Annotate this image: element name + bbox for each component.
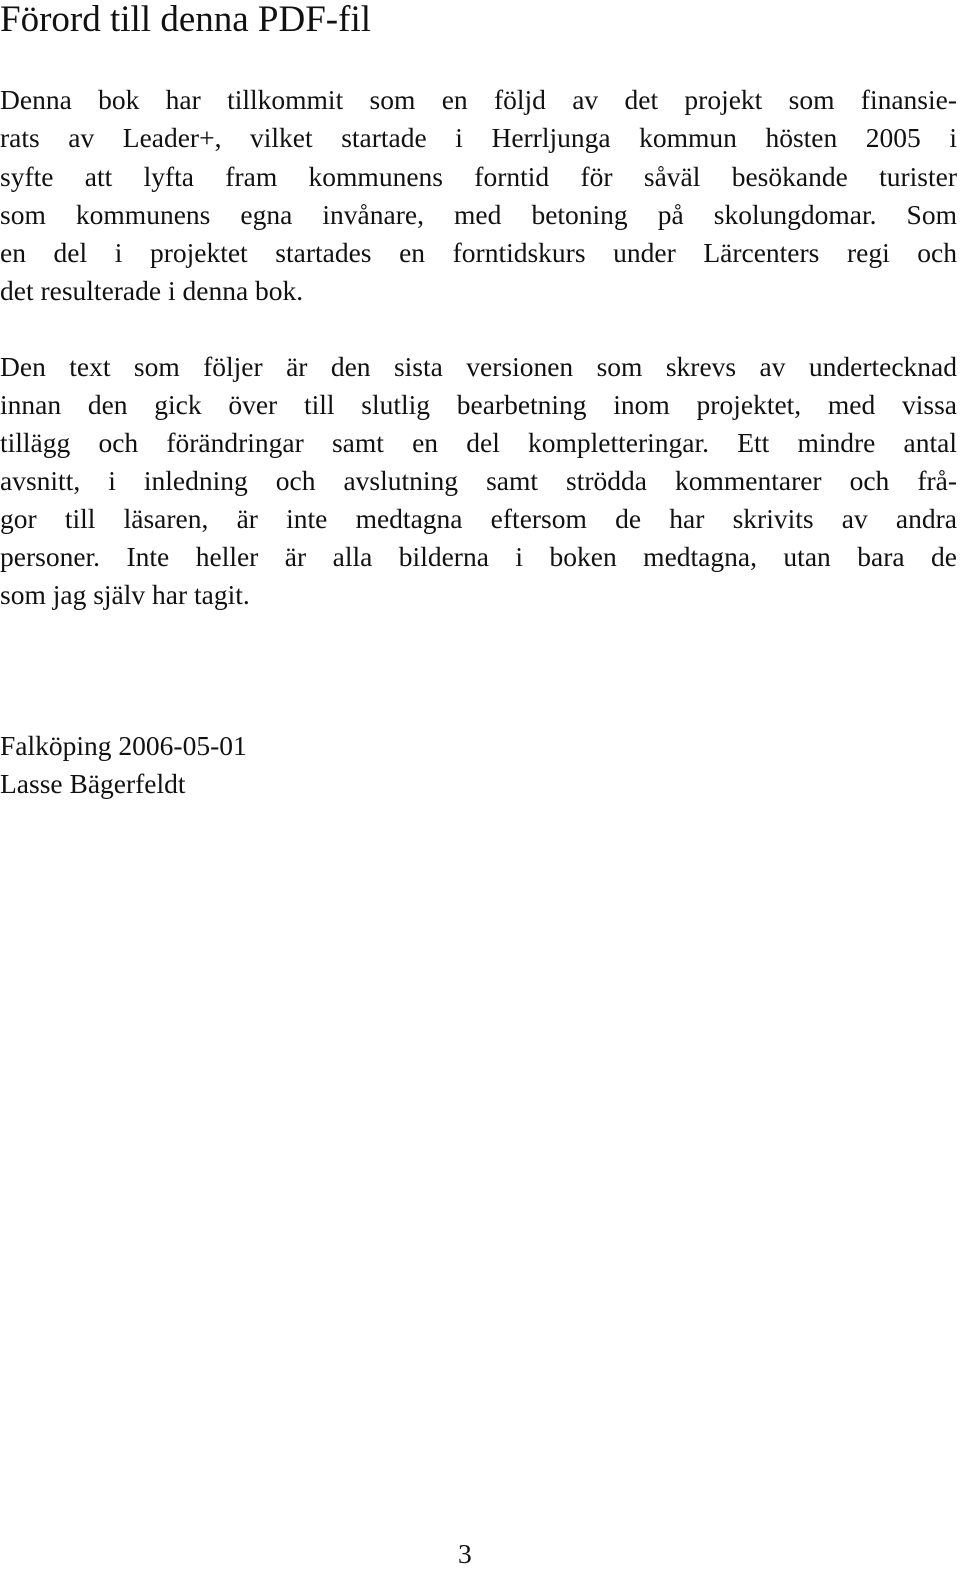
text-line: Den text som följer är den sista versionen som skrevs av undertecknad <box>0 351 957 382</box>
signature-name: Lasse Bägerfeldt <box>0 768 186 799</box>
page-title: Förord till denna PDF-fil <box>0 0 372 40</box>
text-line: innan den gick över till slutlig bearbetning inom projektet, med vissa <box>0 389 957 420</box>
text-line: Denna bok har tillkommit som en följd av det projekt som finansie- <box>0 84 957 115</box>
text-line: rats av Leader+, vilket startade i Herrljunga kommun hösten 2005 i <box>0 122 957 153</box>
text-line: som kommunens egna invånare, med betoning på skolungdomar. Som <box>0 199 957 230</box>
text-line: en del i projektet startades en forntidskurs under Lärcenters regi och <box>0 237 957 268</box>
signature-place-date: Falköping 2006-05-01 <box>0 730 247 761</box>
text-line: gor till läsaren, är inte medtagna eftersom de har skrivits av andra <box>0 503 957 534</box>
text-line: tillägg och förändringar samt en del kompletteringar. Ett mindre antal <box>0 427 957 458</box>
text-line: som jag själv har tagit. <box>0 579 250 610</box>
text-line: det resulterade i denna bok. <box>0 275 304 306</box>
text-line: personer. Inte heller är alla bilderna i boken medtagna, utan bara de <box>0 541 957 572</box>
page-number: 3 <box>458 1538 472 1569</box>
text-line: syfte att lyfta fram kommunens forntid för såväl besökande turister <box>0 161 957 192</box>
text-line: avsnitt, i inledning och avslutning samt strödda kommentarer och frå- <box>0 465 957 496</box>
